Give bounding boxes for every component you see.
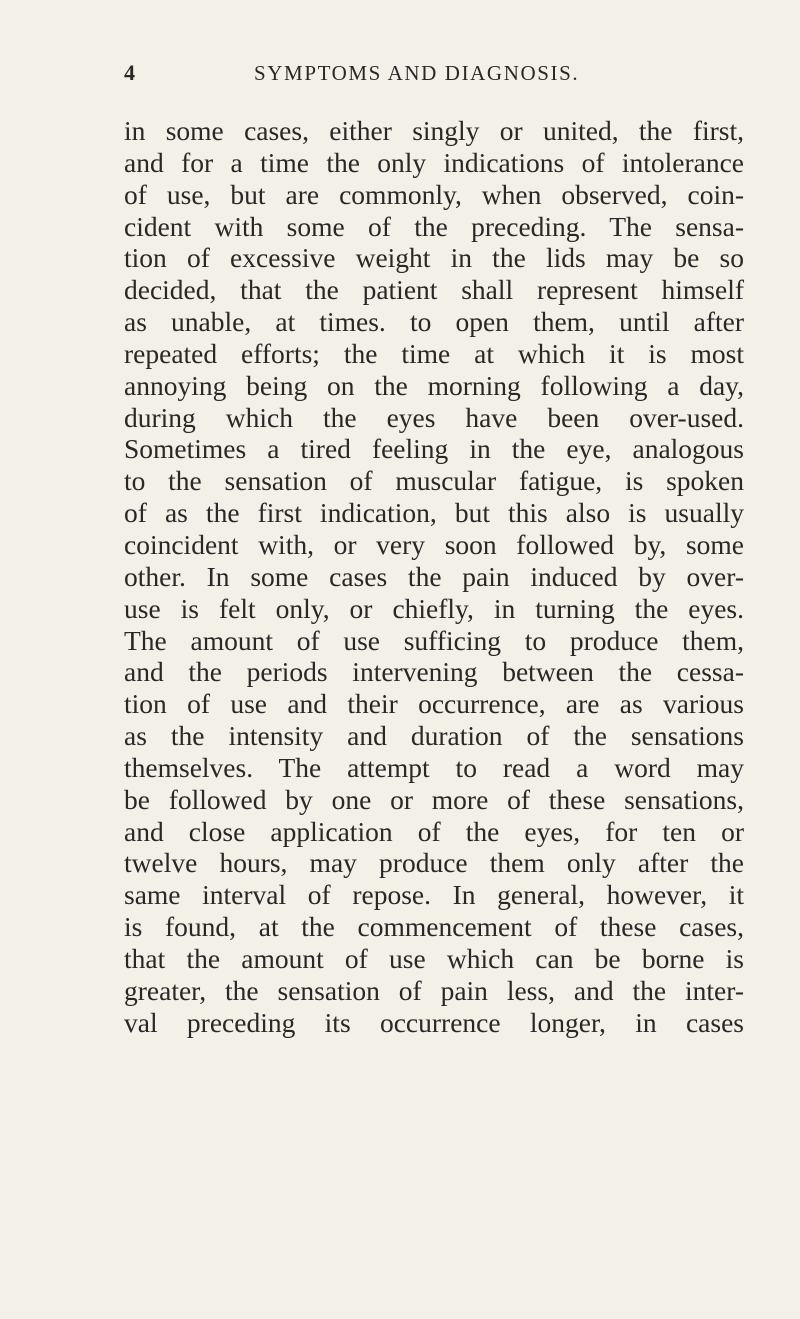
text-line: tion of excessive weight in the lids may be so	[124, 242, 744, 274]
text-line: tion of use and their occurrence, are as various	[124, 688, 744, 720]
text-line: in some cases, either singly or united, the first,	[124, 115, 744, 146]
text-line: and for a time the only indications of intolerance	[124, 146, 744, 178]
text-line: greater, the sensation of pain less, and the inter-	[124, 974, 744, 1006]
text-line: Sometimes a tired feeling in the eye, analogous	[124, 433, 744, 465]
text-line: use is felt only, or chiefly, in turning the eyes.	[124, 592, 744, 624]
text-line: to the sensation of muscular fatigue, is spoken	[124, 465, 744, 497]
text-line: other. In some cases the pain induced by over-	[124, 560, 744, 592]
text-line: coincident with, or very soon followed by, some	[124, 528, 744, 560]
text-line: be followed by one or more of these sensations,	[124, 783, 744, 815]
text-line: of use, but are commonly, when observed, coin-	[124, 178, 744, 210]
text-line: twelve hours, may produce them only after the	[124, 847, 744, 879]
body-text	[124, 115, 744, 1038]
text-line: as unable, at times. to open them, until after	[124, 306, 744, 338]
text-line: annoying being on the morning following a day,	[124, 369, 744, 401]
text-line: The amount of use sufficing to produce them,	[124, 624, 744, 656]
text-line: during which the eyes have been over-used.	[124, 401, 744, 433]
running-head	[124, 58, 734, 88]
text-line: of as the first indication, but this also is usually	[124, 497, 744, 529]
text-line: repeated efforts; the time at which it is most	[124, 337, 744, 369]
text-line: val preceding its occurrence longer, in cases	[124, 1006, 744, 1038]
text-line: is found, at the commencement of these cases,	[124, 911, 744, 943]
page-number: 4	[124, 60, 135, 85]
text-line: themselves. The attempt to read a word may	[124, 751, 744, 783]
text-line: that the amount of use which can be borne is	[124, 942, 744, 974]
text-line: and the periods intervening between the cessa-	[124, 656, 744, 688]
text-line: decided, that the patient shall represent himself	[124, 274, 744, 306]
text-line: cident with some of the preceding. The sensa-	[124, 210, 744, 242]
text-line: as the intensity and duration of the sensations	[124, 720, 744, 752]
text-line: same interval of repose. In general, however, it	[124, 879, 744, 911]
running-title: SYMPTOMS AND DIAGNOSIS.	[254, 61, 580, 85]
text-line: and close application of the eyes, for ten or	[124, 815, 744, 847]
